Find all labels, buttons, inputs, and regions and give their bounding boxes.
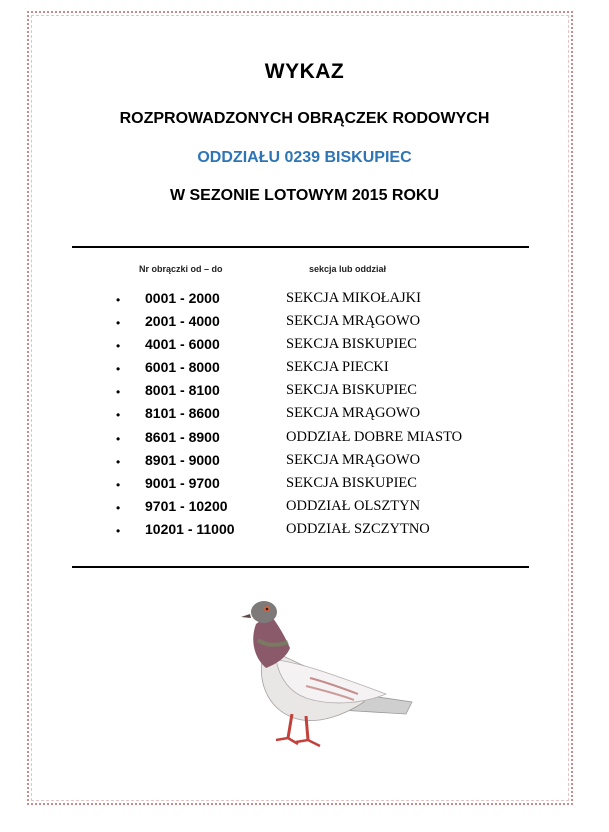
ring-range: 8101 - 8600 <box>145 405 220 421</box>
section-name: SEKCJA BISKUPIEC <box>286 336 417 352</box>
section-name: SEKCJA PIECKI <box>286 359 389 375</box>
ring-range: 4001 - 6000 <box>145 336 220 352</box>
ring-range: 10201 - 11000 <box>145 521 235 537</box>
pigeon-illustration <box>236 590 416 760</box>
season-line: W SEZONIE LOTOWYM 2015 ROKU <box>169 187 440 204</box>
list-item <box>0 429 609 449</box>
section-name: SEKCJA BISKUPIEC <box>286 382 417 398</box>
column-header-range: Nr obrączki od – do <box>139 264 223 274</box>
section-name: SEKCJA MIKOŁAJKI <box>286 290 421 306</box>
bullet: • <box>116 432 121 446</box>
ring-range: 0001 - 2000 <box>145 290 220 306</box>
list-item <box>0 498 609 518</box>
section-name: SEKCJA MRĄGOWO <box>286 452 421 468</box>
ring-range: 8901 - 9000 <box>145 452 220 468</box>
document-title: WYKAZ <box>264 60 345 83</box>
list-item <box>0 382 609 402</box>
bullet: • <box>116 478 121 492</box>
ring-range: 9701 - 10200 <box>145 498 228 514</box>
bottom-divider <box>72 566 529 568</box>
section-name: SEKCJA MRĄGOWO <box>286 405 421 421</box>
bullet: • <box>116 501 121 515</box>
bullet: • <box>116 385 121 399</box>
list-item <box>0 405 609 425</box>
ring-range: 2001 - 4000 <box>145 313 220 329</box>
section-name: ODDZIAŁ SZCZYTNO <box>286 521 430 537</box>
document-subtitle: ROZPROWADZONYCH OBRĄCZEK RODOWYCH <box>119 110 490 127</box>
column-header-section: sekcja lub oddział <box>309 264 387 274</box>
bullet: • <box>116 339 121 353</box>
list-item <box>0 290 609 310</box>
ring-range: 9001 - 9700 <box>145 475 220 491</box>
ring-range: 8001 - 8100 <box>145 382 220 398</box>
section-name: SEKCJA BISKUPIEC <box>286 475 417 491</box>
ring-range: 6001 - 8000 <box>145 359 220 375</box>
bullet: • <box>116 362 121 376</box>
bullet: • <box>116 455 121 469</box>
top-divider <box>72 246 529 248</box>
list-item <box>0 313 609 333</box>
list-item <box>0 452 609 472</box>
section-name: SEKCJA MRĄGOWO <box>286 313 421 329</box>
list-item <box>0 475 609 495</box>
ring-range: 8601 - 8900 <box>145 429 220 445</box>
section-name: ODDZIAŁ OLSZTYN <box>286 498 421 514</box>
section-name: ODDZIAŁ DOBRE MIASTO <box>286 429 463 445</box>
bullet: • <box>116 316 121 330</box>
branch-name: ODDZIAŁU 0239 BISKUPIEC <box>197 149 412 166</box>
bullet: • <box>116 524 121 538</box>
list-item <box>0 359 609 379</box>
bullet: • <box>116 408 121 422</box>
list-item <box>0 336 609 356</box>
bullet: • <box>116 293 121 307</box>
list-item <box>0 521 609 541</box>
